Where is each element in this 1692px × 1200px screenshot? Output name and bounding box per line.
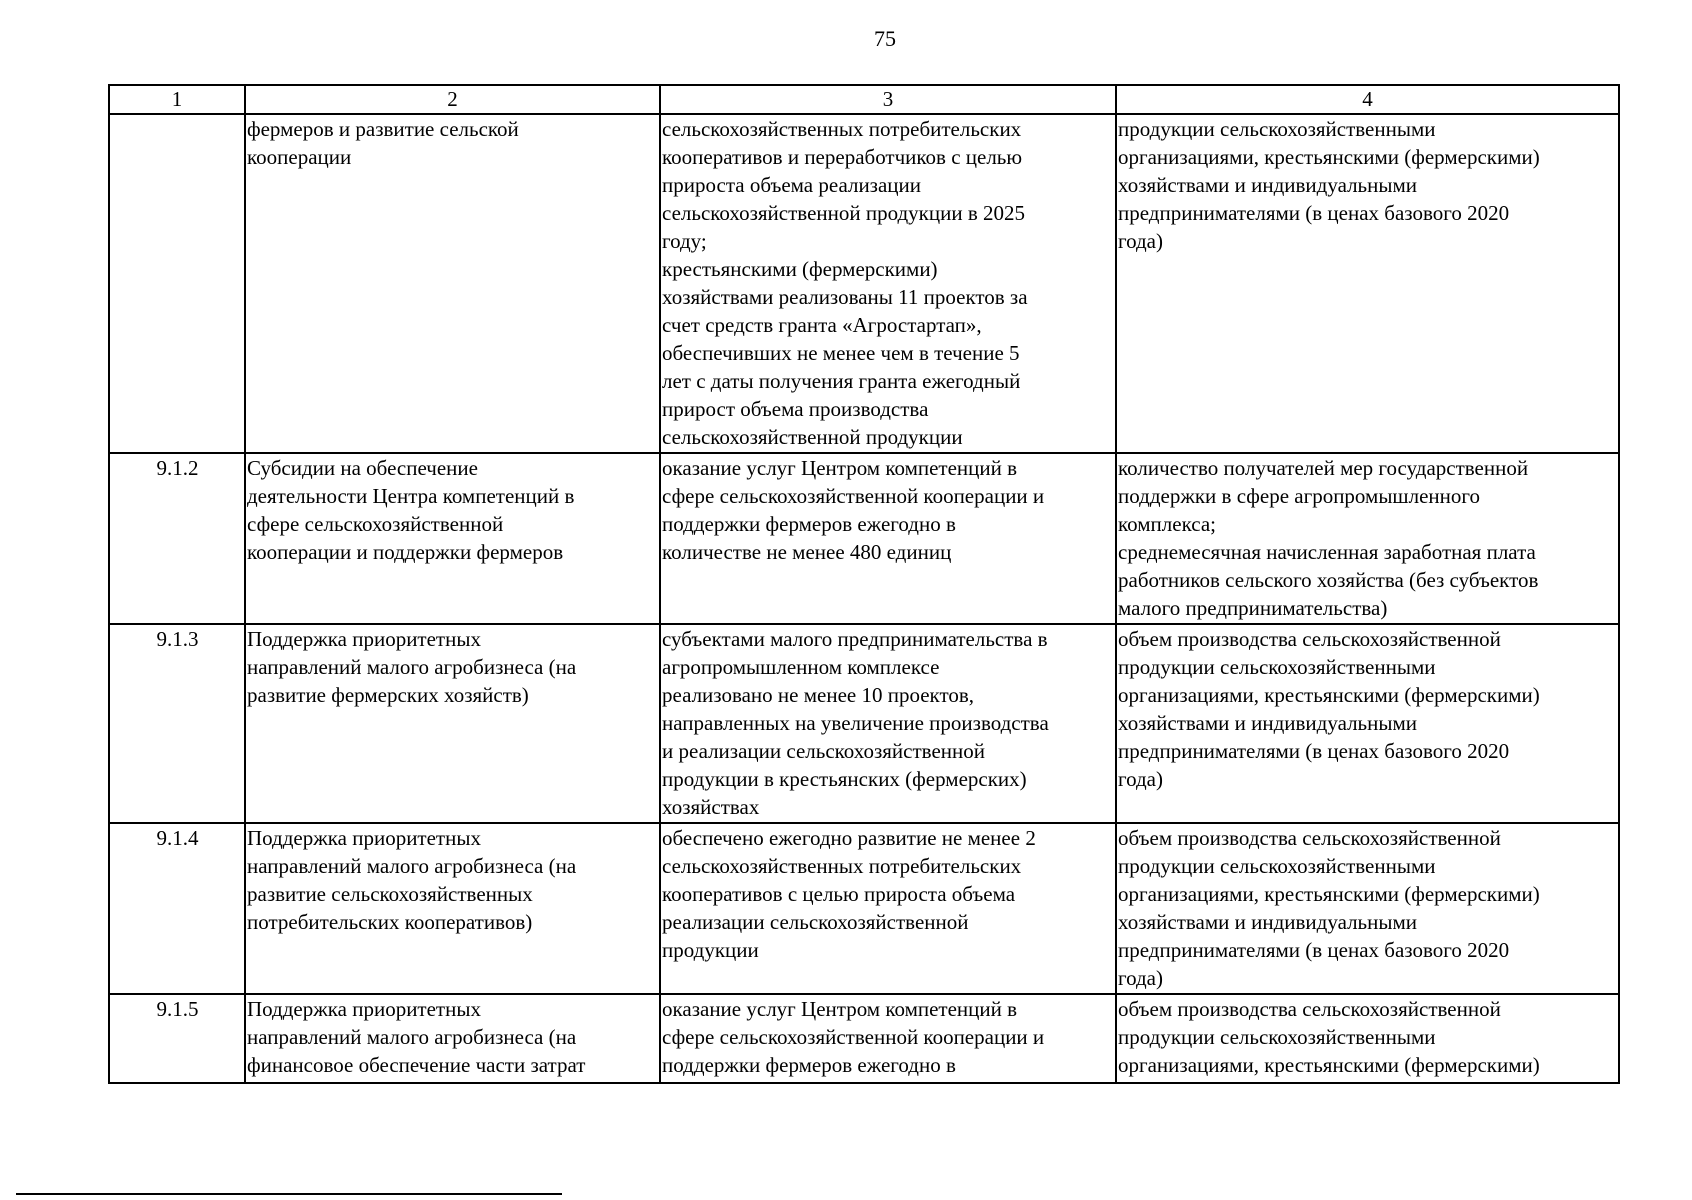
cell-text-line: продукции сельскохозяйственными: [1118, 655, 1436, 679]
row-number: 9.1.4: [109, 823, 245, 994]
table-header: [109, 85, 1619, 114]
cell-text-line: кооперативов и переработчиков с целью: [662, 145, 1023, 169]
column-header-2: 2: [245, 85, 660, 114]
row-number: [109, 114, 245, 453]
cell-text-line: работников сельского хозяйства (без субъектов: [1118, 568, 1539, 592]
cell-text-line: Поддержка приоритетных: [247, 997, 481, 1021]
cell-text-line: обеспечено ежегодно развитие не менее 2: [662, 826, 1036, 850]
cell-text-line: субъектами малого предпринимательства в: [662, 627, 1048, 651]
column-header-4: 4: [1116, 85, 1619, 114]
cell-text-line: кооперации и поддержки фермеров: [247, 540, 564, 564]
cell-text-line: года): [1118, 767, 1163, 791]
cell-text-line: реализации сельскохозяйственной: [662, 910, 969, 934]
row-number: 9.1.5: [109, 994, 245, 1083]
cell-text-line: объем производства сельскохозяйственной: [1118, 826, 1501, 850]
cell-text-line: сельскохозяйственной продукции в 2025: [662, 201, 1026, 225]
footnote-separator: [16, 1193, 562, 1195]
cell-text-line: продукции сельскохозяйственными: [1118, 117, 1436, 141]
cell-text-line: поддержки фермеров ежегодно в: [662, 512, 956, 536]
cell-text-line: реализовано не менее 10 проектов,: [662, 683, 975, 707]
cell-text-line: сельскохозяйственных потребительских: [662, 854, 1022, 878]
cell-text-line: кооперации: [247, 145, 352, 169]
cell-text-line: среднемесячная начисленная заработная плата: [1118, 540, 1536, 564]
cell-text-line: финансовое обеспечение части затрат: [247, 1053, 586, 1077]
measure-name-cell: [245, 453, 660, 624]
page-number: 75: [874, 26, 896, 51]
cell-text-line: и реализации сельскохозяйственной: [662, 739, 985, 763]
cell-text-line: сфере сельскохозяйственной кооперации и: [662, 484, 1045, 508]
cell-text-line: объем производства сельскохозяйственной: [1118, 997, 1501, 1021]
expected-result-cell: [660, 994, 1116, 1083]
cell-text-line: развитие фермерских хозяйств): [247, 683, 529, 707]
cell-text-line: направленных на увеличение производства: [662, 711, 1049, 735]
cell-text-line: направлений малого агробизнеса (на: [247, 854, 577, 878]
cell-text-line: продукции в крестьянских (фермерских): [662, 767, 1027, 791]
cell-text-line: крестьянскими (фермерскими): [662, 257, 938, 281]
cell-text-line: хозяйствах: [662, 795, 760, 819]
cell-text-line: года): [1118, 229, 1163, 253]
indicator-cell: [1116, 453, 1619, 624]
cell-text-line: агропромышленном комплексе: [662, 655, 940, 679]
cell-text-line: Поддержка приоритетных: [247, 627, 481, 651]
cell-text-line: количестве не менее 480 единиц: [662, 540, 952, 564]
cell-text-line: продукции сельскохозяйственными: [1118, 1025, 1436, 1049]
cell-text-line: сфере сельскохозяйственной кооперации и: [662, 1025, 1045, 1049]
table-row: [109, 453, 1619, 624]
cell-text-line: развитие сельскохозяйственных: [247, 882, 533, 906]
cell-text-line: прироста объема реализации: [662, 173, 922, 197]
table-row: [109, 823, 1619, 994]
cell-text-line: деятельности Центра компетенций в: [247, 484, 575, 508]
cell-text-line: сельскохозяйственной продукции: [662, 425, 963, 449]
cell-text-line: кооперативов с целью прироста объема: [662, 882, 1016, 906]
indicator-cell: [1116, 114, 1619, 453]
column-header-1: 1: [109, 85, 245, 114]
row-number: 9.1.3: [109, 624, 245, 823]
cell-text-line: оказание услуг Центром компетенций в: [662, 997, 1018, 1021]
cell-text-line: оказание услуг Центром компетенций в: [662, 456, 1018, 480]
cell-text-line: прирост объема производства: [662, 397, 929, 421]
cell-text-line: году;: [662, 229, 707, 253]
header-row: [109, 85, 1619, 114]
expected-result-cell: [660, 453, 1116, 624]
expected-result-cell: [660, 114, 1116, 453]
cell-text-line: поддержки фермеров ежегодно в: [662, 1053, 956, 1077]
indicator-cell: [1116, 994, 1619, 1083]
measure-name-cell: [245, 823, 660, 994]
cell-text-line: предпринимателями (в ценах базового 2020: [1118, 938, 1510, 962]
cell-text-line: организациями, крестьянскими (фермерскими): [1118, 683, 1540, 707]
cell-text-line: продукции: [662, 938, 759, 962]
cell-text-line: Поддержка приоритетных: [247, 826, 481, 850]
cell-text-line: количество получателей мер государственной: [1118, 456, 1529, 480]
row-number: 9.1.2: [109, 453, 245, 624]
cell-text-line: объем производства сельскохозяйственной: [1118, 627, 1501, 651]
cell-text-line: потребительских кооперативов): [247, 910, 533, 934]
cell-text-line: организациями, крестьянскими (фермерскими): [1118, 1053, 1540, 1077]
measure-name-cell: [245, 624, 660, 823]
cell-text-line: продукции сельскохозяйственными: [1118, 854, 1436, 878]
cell-text-line: сфере сельскохозяйственной: [247, 512, 504, 536]
expected-result-cell: [660, 624, 1116, 823]
cell-text-line: направлений малого агробизнеса (на: [247, 1025, 577, 1049]
measures-table: [108, 84, 1620, 1084]
cell-text-line: лет с даты получения гранта ежегодный: [662, 369, 1021, 393]
cell-text-line: счет средств гранта «Агростартап»,: [662, 313, 982, 337]
table-body: [109, 114, 1619, 1083]
cell-text-line: фермеров и развитие сельской: [247, 117, 519, 141]
cell-text-line: предпринимателями (в ценах базового 2020: [1118, 739, 1510, 763]
cell-text-line: хозяйствами и индивидуальными: [1118, 910, 1418, 934]
cell-text-line: организациями, крестьянскими (фермерскими): [1118, 145, 1540, 169]
cell-text-line: предпринимателями (в ценах базового 2020: [1118, 201, 1510, 225]
cell-text-line: малого предпринимательства): [1118, 596, 1388, 620]
expected-result-cell: [660, 823, 1116, 994]
indicator-cell: [1116, 624, 1619, 823]
cell-text-line: хозяйствами и индивидуальными: [1118, 711, 1418, 735]
cell-text-line: направлений малого агробизнеса (на: [247, 655, 577, 679]
cell-text-line: комплекса;: [1118, 512, 1216, 536]
cell-text-line: года): [1118, 966, 1163, 990]
table-row: [109, 114, 1619, 453]
measure-name-cell: [245, 994, 660, 1083]
table-row: [109, 994, 1619, 1083]
cell-text-line: обеспечивших не менее чем в течение 5: [662, 341, 1020, 365]
cell-text-line: хозяйствами и индивидуальными: [1118, 173, 1418, 197]
cell-text-line: Субсидии на обеспечение: [247, 456, 478, 480]
table-row: [109, 624, 1619, 823]
cell-text-line: поддержки в сфере агропромышленного: [1118, 484, 1480, 508]
cell-text-line: организациями, крестьянскими (фермерскими): [1118, 882, 1540, 906]
indicator-cell: [1116, 823, 1619, 994]
cell-text-line: хозяйствами реализованы 11 проектов за: [662, 285, 1028, 309]
measure-name-cell: [245, 114, 660, 453]
column-header-3: 3: [660, 85, 1116, 114]
cell-text-line: сельскохозяйственных потребительских: [662, 117, 1022, 141]
